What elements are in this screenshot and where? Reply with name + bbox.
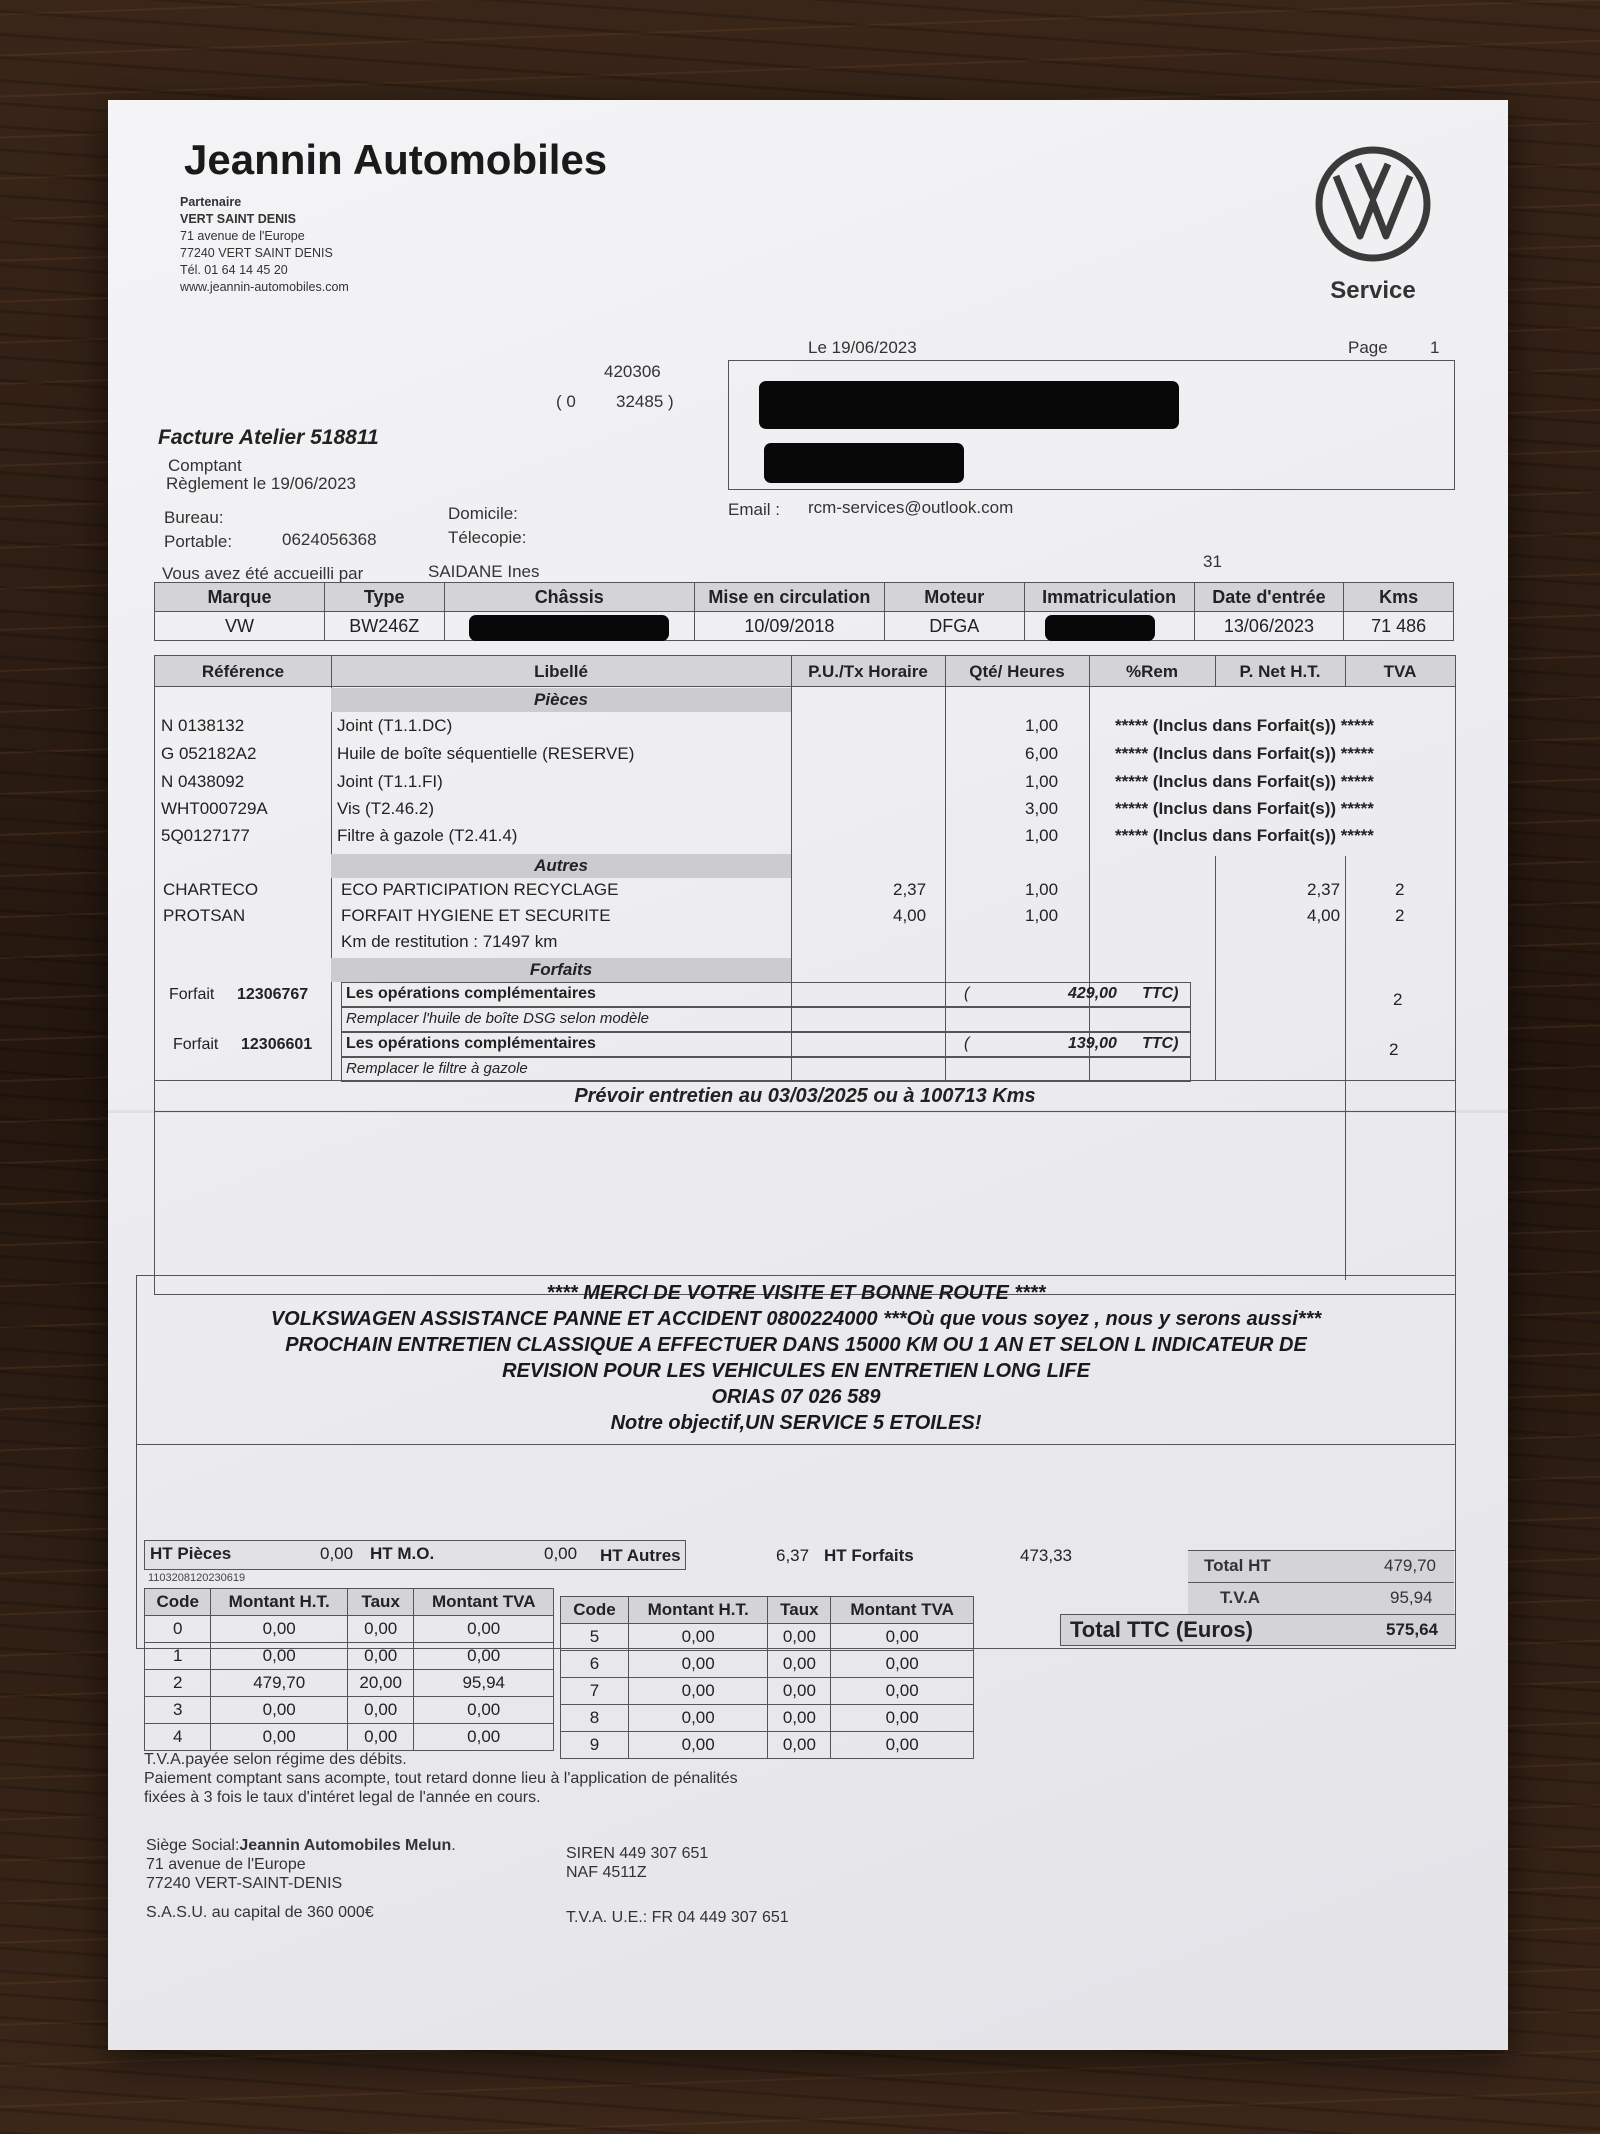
ht-pieces-value: 0,00 xyxy=(320,1544,354,1563)
autre-tva: 2 xyxy=(1395,906,1405,925)
tva-row xyxy=(145,1697,554,1724)
autre-net: 4,00 xyxy=(1307,906,1341,925)
tva-total-value: 95,94 xyxy=(1390,1588,1433,1607)
message-divider xyxy=(137,1444,1455,1445)
tva-cell: 0,00 xyxy=(347,1616,413,1643)
vw-service-logo xyxy=(1298,144,1448,305)
tva-cell: 0,00 xyxy=(768,1678,831,1705)
address-line: www.jeannin-automobiles.com xyxy=(180,280,349,294)
tva-cell: 3 xyxy=(145,1697,211,1724)
invoice-paper xyxy=(108,100,1508,2050)
vehicle-header: Moteur xyxy=(884,583,1024,612)
ht-pieces-label: HT Pièces xyxy=(150,1544,232,1563)
tva-row xyxy=(145,1670,554,1697)
forfait-unit: TTC) xyxy=(1142,1035,1179,1052)
autre-label: FORFAIT HYGIENE ET SECURITE xyxy=(341,906,611,925)
vehicle-chassis xyxy=(444,612,694,641)
address-line: Partenaire xyxy=(180,195,242,209)
page-label: Page xyxy=(1348,338,1388,357)
vehicle-header: Type xyxy=(324,583,444,612)
tva-cell: 20,00 xyxy=(347,1670,413,1697)
forfait-tva: 2 xyxy=(1389,1040,1399,1059)
tva-cell: 9 xyxy=(561,1732,629,1759)
tva-header: Montant H.T. xyxy=(211,1589,348,1616)
client-address-box xyxy=(728,360,1455,490)
siege-suffix: . xyxy=(451,1837,456,1854)
tva-header: Montant TVA xyxy=(414,1589,554,1616)
siege-address: 71 avenue de l'Europe xyxy=(146,1856,306,1873)
telecopie-label: Télecopie: xyxy=(448,528,527,547)
tva-header: Code xyxy=(145,1589,211,1616)
payment-type: Comptant xyxy=(168,456,242,475)
redacted-name xyxy=(759,381,1179,429)
page-number: 1 xyxy=(1430,338,1440,357)
tva-cell: 479,70 xyxy=(211,1670,348,1697)
tva-row xyxy=(561,1624,974,1651)
tva-cell: 0,00 xyxy=(211,1643,348,1670)
autre-pu: 2,37 xyxy=(893,880,927,899)
col-divider xyxy=(1215,856,1216,1080)
legal-note: T.V.A.payée selon régime des débits. xyxy=(144,1751,407,1768)
redacted-chassis xyxy=(469,615,669,641)
ht-autres-label: HT Autres xyxy=(600,1546,681,1565)
autre-qty: 1,00 xyxy=(1025,880,1059,899)
tva-cell: 0,00 xyxy=(831,1624,974,1651)
tva-header: Montant TVA xyxy=(831,1597,974,1624)
piece-qty: 1,00 xyxy=(1025,716,1059,735)
forfait-detail-row xyxy=(341,1056,1191,1082)
vw-logo-icon xyxy=(1298,144,1448,264)
tva-cell: 0,00 xyxy=(414,1616,554,1643)
client-code: 420306 xyxy=(604,362,661,381)
vehicle-header: Immatriculation xyxy=(1024,583,1194,612)
piece-ref: 5Q0127177 xyxy=(161,826,250,845)
piece-label: Vis (T2.46.2) xyxy=(337,799,435,818)
vehicle-immatriculation xyxy=(1024,612,1194,641)
tva-cell: 0,00 xyxy=(831,1678,974,1705)
vehicle-moteur: DFGA xyxy=(884,612,1024,641)
message-line: ORIAS 07 026 589 xyxy=(711,1386,881,1408)
vehicle-mise-en-circulation: 10/09/2018 xyxy=(694,612,884,641)
naf: NAF 4511Z xyxy=(566,1864,647,1881)
ht-autres-value: 6,37 xyxy=(776,1546,810,1565)
prevoir-entretien: Prévoir entretien au 03/03/2025 ou à 100713 Kms xyxy=(155,1080,1455,1112)
piece-ref: WHT000729A xyxy=(161,799,268,818)
legal-note: fixées à 3 fois le taux d'intéret legal de l'année en cours. xyxy=(144,1789,541,1806)
vehicle-marque: VW xyxy=(155,612,325,641)
section-autres: Autres xyxy=(331,854,791,878)
forfait-unit: TTC) xyxy=(1142,985,1179,1002)
piece-ref: N 0438092 xyxy=(161,772,245,791)
piece-qty: 1,00 xyxy=(1025,772,1059,791)
piece-label: Joint (T1.1.DC) xyxy=(337,716,453,735)
col-header-net: P. Net H.T. xyxy=(1239,662,1321,681)
message-line: **** MERCI DE VOTRE VISITE ET BONNE ROUTE **** xyxy=(546,1282,1046,1304)
forfait-code: 12306767 xyxy=(237,986,309,1003)
tva-ue: T.V.A. U.E.: FR 04 449 307 651 xyxy=(566,1909,789,1926)
autre-ref: PROTSAN xyxy=(163,906,246,925)
redacted-address xyxy=(764,443,964,483)
siege-prefix: Siège Social: xyxy=(146,1837,240,1854)
vehicle-header: Châssis xyxy=(444,583,694,612)
tva-cell: 6 xyxy=(561,1651,629,1678)
accueil-label: Vous avez été accueilli par xyxy=(162,564,364,583)
tva-cell: 0,00 xyxy=(414,1697,554,1724)
tva-cell: 0,00 xyxy=(831,1705,974,1732)
ht-mo-label: HT M.O. xyxy=(370,1544,435,1563)
piece-ref: N 0138132 xyxy=(161,716,245,735)
tva-row xyxy=(145,1616,554,1643)
piece-note: ***** (Inclus dans Forfait(s)) ***** xyxy=(1115,716,1374,735)
message-line: PROCHAIN ENTRETIEN CLASSIQUE A EFFECTUER DANS 15000 KM OU 1 AN ET SELON L INDICATEUR DE xyxy=(285,1334,1307,1356)
km-restitution: Km de restitution : 71497 km xyxy=(341,932,558,951)
legal-notes xyxy=(144,1750,738,1807)
email-label: Email : xyxy=(728,500,780,519)
tva-cell: 0 xyxy=(145,1616,211,1643)
forfait-detail: Remplacer le filtre à gazole xyxy=(346,1060,528,1077)
col-header-libelle: Libellé xyxy=(534,662,588,681)
counter-value: 31 xyxy=(1203,552,1222,571)
section-pieces: Pièces xyxy=(331,688,791,712)
tva-cell: 0,00 xyxy=(211,1724,348,1751)
tva-cell: 0,00 xyxy=(831,1651,974,1678)
tva-cell: 0,00 xyxy=(768,1624,831,1651)
tva-cell: 0,00 xyxy=(628,1705,768,1732)
ttc-label: Total TTC (Euros) xyxy=(1070,1617,1253,1642)
vehicle-header: Marque xyxy=(155,583,325,612)
siege-social xyxy=(146,1836,456,1922)
tva-row xyxy=(561,1705,974,1732)
tva-cell: 0,00 xyxy=(628,1624,768,1651)
client-ref-a: ( 0 xyxy=(556,392,576,411)
invoice-date: Le 19/06/2023 xyxy=(808,338,917,357)
invoice-title: Facture Atelier 518811 xyxy=(158,426,379,449)
forfait-amount: 429,00 xyxy=(1068,985,1117,1002)
address-line: VERT SAINT DENIS xyxy=(180,212,296,226)
col-header-reference: Référence xyxy=(201,662,285,681)
tva-total-label: T.V.A xyxy=(1220,1588,1261,1607)
tva-cell: 2 xyxy=(145,1670,211,1697)
forfait-paren: ( xyxy=(964,1035,970,1052)
ht-mo-value: 0,00 xyxy=(544,1544,578,1563)
piece-note: ***** (Inclus dans Forfait(s)) ***** xyxy=(1115,826,1374,845)
tva-header: Montant H.T. xyxy=(628,1597,768,1624)
company-address xyxy=(180,194,349,296)
domicile-label: Domicile: xyxy=(448,504,518,523)
tva-cell: 4 xyxy=(145,1724,211,1751)
redacted-plate xyxy=(1045,615,1155,641)
tva-cell: 0,00 xyxy=(211,1697,348,1724)
company-ids xyxy=(566,1844,789,1927)
tva-cell: 0,00 xyxy=(628,1651,768,1678)
address-line: 77240 VERT SAINT DENIS xyxy=(180,246,333,260)
tva-row xyxy=(561,1651,974,1678)
vehicle-kms: 71 486 xyxy=(1344,612,1454,641)
ht-forfaits-label: HT Forfaits xyxy=(824,1546,914,1565)
forfait-label: Les opérations complémentaires xyxy=(346,1035,596,1052)
piece-ref: G 052182A2 xyxy=(161,744,257,763)
company-name: Jeannin Automobiles xyxy=(184,136,608,183)
tva-cell: 0,00 xyxy=(211,1616,348,1643)
forfait-paren: ( xyxy=(964,985,970,1002)
tva-row xyxy=(561,1678,974,1705)
tva-cell: 0,00 xyxy=(414,1643,554,1670)
subtotals-row xyxy=(144,1540,1094,1570)
tva-cell: 0,00 xyxy=(628,1678,768,1705)
forfait-prefix: Forfait xyxy=(169,986,215,1003)
piece-note: ***** (Inclus dans Forfait(s)) ***** xyxy=(1115,744,1374,763)
accueil-value: SAIDANE Ines xyxy=(428,562,540,581)
siege-capital: S.A.S.U. au capital de 360 000€ xyxy=(146,1904,374,1921)
tva-cell: 1 xyxy=(145,1643,211,1670)
forfait-row xyxy=(341,1032,1191,1058)
col-header-qty: Qté/ Heures xyxy=(969,662,1065,681)
piece-label: Filtre à gazole (T2.41.4) xyxy=(337,826,518,845)
tva-cell: 0,00 xyxy=(768,1732,831,1759)
piece-note: ***** (Inclus dans Forfait(s)) ***** xyxy=(1115,772,1374,791)
bureau-label: Bureau: xyxy=(164,508,224,527)
siren: SIREN 449 307 651 xyxy=(566,1845,709,1862)
tva-cell: 0,00 xyxy=(347,1697,413,1724)
tva-cell: 0,00 xyxy=(768,1705,831,1732)
forfait-row xyxy=(341,982,1191,1008)
col-header-pu: P.U./Tx Horaire xyxy=(808,662,928,681)
forfait-amount: 139,00 xyxy=(1068,1035,1117,1052)
tva-cell: 0,00 xyxy=(347,1643,413,1670)
portable-label: Portable: xyxy=(164,532,233,551)
address-line: 71 avenue de l'Europe xyxy=(180,229,305,243)
tva-cell: 0,00 xyxy=(831,1732,974,1759)
line-items-table xyxy=(154,655,1456,1295)
tva-cell: 7 xyxy=(561,1678,629,1705)
legal-note: Paiement comptant sans acompte, tout retard donne lieu à l'application de pénalités xyxy=(144,1770,738,1787)
payment-date: Règlement le 19/06/2023 xyxy=(166,474,356,493)
ttc-value: 575,64 xyxy=(1386,1620,1438,1639)
section-forfaits: Forfaits xyxy=(331,958,791,982)
piece-label: Joint (T1.1.FI) xyxy=(337,772,443,791)
tva-cell: 0,00 xyxy=(768,1651,831,1678)
col-divider xyxy=(1345,856,1346,1280)
vehicle-date-entree: 13/06/2023 xyxy=(1194,612,1344,641)
vehicle-type: BW246Z xyxy=(324,612,444,641)
logo-service-text: Service xyxy=(1330,277,1416,304)
autre-pu: 4,00 xyxy=(893,906,927,925)
tva-cell: 5 xyxy=(561,1624,629,1651)
forfait-detail-row xyxy=(341,1006,1191,1032)
client-ref-b: 32485 ) xyxy=(616,392,674,411)
message-line: REVISION POUR LES VEHICULES EN ENTRETIEN LONG LIFE xyxy=(502,1360,1090,1382)
forfait-detail: Remplacer l'huile de boîte DSG selon modèle xyxy=(346,1010,650,1027)
col-header-rem: %Rem xyxy=(1126,662,1178,681)
tva-table-right xyxy=(560,1596,974,1759)
piece-qty: 6,00 xyxy=(1025,744,1059,763)
vehicle-header: Mise en circulation xyxy=(694,583,884,612)
ht-forfaits-value: 473,33 xyxy=(1020,1546,1072,1565)
siege-address: 77240 VERT-SAINT-DENIS xyxy=(146,1875,343,1892)
tva-row xyxy=(145,1643,554,1670)
autre-qty: 1,00 xyxy=(1025,906,1059,925)
vehicle-table xyxy=(154,582,1454,641)
col-header-tva: TVA xyxy=(1383,662,1417,681)
tva-row xyxy=(145,1724,554,1751)
autre-ref: CHARTECO xyxy=(163,880,259,899)
autre-label: ECO PARTICIPATION RECYCLAGE xyxy=(341,880,619,899)
message-line: VOLKSWAGEN ASSISTANCE PANNE ET ACCIDENT 0800224000 ***Où que vous soyez , nous y serons aussi*** xyxy=(270,1308,1322,1330)
siege-name: Jeannin Automobiles Melun xyxy=(239,1837,452,1854)
total-ht-value: 479,70 xyxy=(1384,1556,1436,1575)
tva-cell: 0,00 xyxy=(347,1724,413,1751)
piece-qty: 3,00 xyxy=(1025,799,1059,818)
tva-table-left xyxy=(144,1588,554,1751)
forfait-label: Les opérations complémentaires xyxy=(346,985,596,1002)
address-line: Tél. 01 64 14 45 20 xyxy=(180,263,288,277)
forfait-code: 12306601 xyxy=(241,1036,313,1053)
tva-header: Code xyxy=(561,1597,629,1624)
tva-cell: 0,00 xyxy=(414,1724,554,1751)
email-value: rcm-services@outlook.com xyxy=(808,498,1014,517)
autre-net: 2,37 xyxy=(1307,880,1341,899)
piece-qty: 1,00 xyxy=(1025,826,1059,845)
tva-cell: 8 xyxy=(561,1705,629,1732)
portable-value: 0624056368 xyxy=(282,530,377,549)
tva-cell: 95,94 xyxy=(414,1670,554,1697)
small-code: 1103208120230619 xyxy=(148,1572,246,1584)
tva-header: Taux xyxy=(768,1597,831,1624)
vehicle-header: Date d'entrée xyxy=(1194,583,1344,612)
piece-note: ***** (Inclus dans Forfait(s)) ***** xyxy=(1115,799,1374,818)
vehicle-header: Kms xyxy=(1344,583,1454,612)
total-ht-label: Total HT xyxy=(1204,1556,1271,1575)
message-line: Notre objectif,UN SERVICE 5 ETOILES! xyxy=(610,1412,982,1434)
piece-label: Huile de boîte séquentielle (RESERVE) xyxy=(337,744,635,763)
forfait-tva: 2 xyxy=(1393,990,1403,1009)
autre-tva: 2 xyxy=(1395,880,1405,899)
tva-cell: 0,00 xyxy=(628,1732,768,1759)
forfait-prefix: Forfait xyxy=(173,1036,219,1053)
tva-header: Taux xyxy=(347,1589,413,1616)
